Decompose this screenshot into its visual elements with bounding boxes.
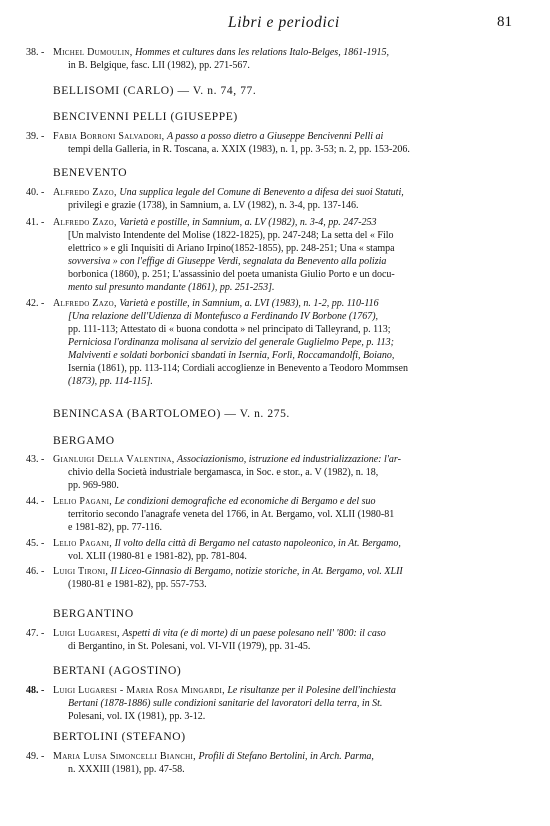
entry-author: Gianluigi Della Valentina,	[53, 454, 175, 465]
entry-line: borbonica (1860), p. 251; L'assassinio del poeta umanista Giulio Porto e un docu-	[68, 269, 395, 280]
entry-number: 45. -	[26, 538, 45, 549]
entry-line: A passo a posso dietro a Giuseppe Bencivenni Pelli ai	[166, 131, 384, 142]
entry-line: Le risultanze per il Polesine dell'inchiesta	[227, 685, 396, 696]
bibliography-entry	[0, 565, 550, 593]
bibliography-entry	[0, 453, 550, 495]
entry-line: Il Liceo-Ginnasio di Bergamo, notizie storiche, in At. Bergamo, vol. XLII	[110, 566, 403, 577]
entry-line: sovversiva » con l'effige di Giuseppe Verdi, segnalata da Benevento alla polizia	[68, 256, 387, 267]
entry-line: [Una relazione dell'Udienza di Montefusco a Ferdinando IV Borbone (1767),	[68, 311, 379, 322]
entry-line: Una supplica legale del Comune di Benevento a difesa dei suoi Statuti,	[119, 187, 404, 198]
entry-number: 44. -	[26, 496, 45, 507]
entry-line: [Un malvisto Intendente del Molise (1822-1825), pp. 247-248; La setta del « Filo	[68, 230, 394, 241]
entry-line: Aspetti di vita (e di morte) di un paese polesano nell' '800: il caso	[122, 628, 386, 639]
entry-author: Lelio Pagani,	[53, 496, 113, 507]
bibliography-entry	[0, 46, 550, 74]
subject-heading: BELLISOMI (CARLO) — V. n. 74, 77.	[53, 85, 257, 97]
subject-heading: BERTANI (AGOSTINO)	[53, 665, 182, 677]
entry-line: Polesani, vol. IX (1981), pp. 3-12.	[68, 711, 206, 722]
bibliography-entry	[0, 130, 550, 158]
subject-heading: BENEVENTO	[53, 167, 128, 179]
entry-author: Alfredo Zazo,	[53, 187, 117, 198]
bibliography-list	[0, 46, 550, 778]
entry-author: Alfredo Zazo,	[53, 217, 117, 228]
subject-heading: BERGANTINO	[53, 608, 134, 620]
entry-number: 43. -	[26, 454, 45, 465]
entry-line: Varietà e postille, in Samnium, a. LV (1982), n. 3-4, pp. 247-253	[119, 217, 377, 228]
entry-line: pp. 969-980.	[68, 480, 119, 491]
entry-number: 49. -	[26, 751, 45, 762]
entry-author: Luigi Lugaresi - Maria Rosa Mingardi,	[53, 685, 225, 696]
entry-line: Le condizioni demografiche ed economiche di Bergamo e del suo	[114, 496, 376, 507]
entry-line: Associazionismo, istruzione ed industrializzazione: l'ar-	[177, 454, 401, 465]
entry-author: Luigi Lugaresi,	[53, 628, 120, 639]
entry-number: 42. -	[26, 298, 45, 309]
entry-author: Luigi Tironi,	[53, 566, 109, 577]
entry-line: Perniciosa l'ordinanza molisana al servizio del generale Guglielmo Pepe, p. 113;	[68, 337, 394, 348]
entry-author: Fabia Borroni Salvadori,	[53, 131, 165, 142]
bibliography-entry	[0, 495, 550, 537]
running-title: Libri e periodici	[228, 14, 340, 31]
running-header	[0, 10, 550, 40]
entry-line: di Bergantino, in St. Polesani, vol. VI-VII (1979), pp. 31-45.	[68, 641, 311, 652]
entry-line: territorio secondo l'anagrafe veneta del 1766, in At. Bergamo, vol. XLII (1980-81	[68, 509, 395, 520]
entry-number: 46. -	[26, 566, 45, 577]
entry-line: e 1981-82), pp. 77-116.	[68, 522, 163, 533]
bibliography-entry	[0, 216, 550, 297]
entry-number: 38. -	[26, 47, 45, 58]
subject-heading: BERTOLINI (STEFANO)	[53, 731, 186, 743]
entry-line: mento sul presunto mandante (1861), pp. 251-253].	[68, 282, 275, 293]
entry-line: Il volto della città di Bergamo nel catasto napoleonico, in At. Bergamo,	[114, 538, 401, 549]
entry-line: Malviventi e soldati borbonici sbandati in Isernia, Forlì, Roccamandolfi, Boiano,	[68, 350, 395, 361]
bibliography-entry	[0, 684, 550, 726]
entry-number: 48. -	[26, 685, 45, 696]
entry-line: chivio della Società industriale bergamasca, in Soc. e stor., a. V (1982), n. 18,	[68, 467, 379, 478]
entry-author: Alfredo Zazo,	[53, 298, 117, 309]
entry-line: Varietà e postille, in Samnium, a. LVI (1983), n. 1-2, pp. 110-116	[119, 298, 379, 309]
bibliography-entry	[0, 537, 550, 565]
entry-number: 41. -	[26, 217, 45, 228]
bibliography-entry	[0, 186, 550, 216]
entry-line: vol. XLII (1980-81 e 1981-82), pp. 781-804.	[68, 551, 247, 562]
entry-line: Bertani (1878-1886) sulle condizioni sanitarie del lavoratori della terra, in St.	[68, 698, 383, 709]
entry-line: Profili di Stefano Bertolini, in Arch. Parma,	[198, 751, 374, 762]
bibliography-entry	[0, 297, 550, 399]
page-number: 81	[497, 14, 512, 30]
entry-line: tempi della Galleria, in R. Toscana, a. XXIX (1983), n. 1, pp. 3-53; n. 2, pp. 153-206.	[68, 144, 410, 155]
entry-line: pp. 111-113; Attestato di « buona condotta » nel principato di Talleyrand, p. 113;	[68, 324, 391, 335]
entry-line: privilegi e grazie (1738), in Samnium, a. LV (1982), n. 3-4, pp. 137-146.	[68, 200, 359, 211]
entry-number: 39. -	[26, 131, 45, 142]
entry-author: Lelio Pagani,	[53, 538, 113, 549]
entry-line: Hommes et cultures dans les relations Italo-Belges, 1861-1915,	[135, 47, 390, 58]
entry-line: (1980-81 e 1981-82), pp. 557-753.	[68, 579, 207, 590]
bibliography-entry	[0, 627, 550, 655]
subject-heading: BENCIVENNI PELLI (GIUSEPPE)	[53, 111, 238, 123]
entry-line: n. XXXIII (1981), pp. 47-58.	[68, 764, 185, 775]
subject-heading: BENINCASA (BARTOLOMEO) — V. n. 275.	[53, 408, 290, 420]
entry-number: 47. -	[26, 628, 45, 639]
entry-number: 40. -	[26, 187, 45, 198]
entry-line: elettrico » e gli Inquisiti di Ariano Irpino(1852-1855), pp. 248-251; Una « stampa	[68, 243, 395, 254]
entry-line: Isernia (1861), pp. 113-114; Cordiali accoglienze in Benevento a Teodoro Mommsen	[68, 363, 408, 374]
subject-heading: BERGAMO	[53, 435, 115, 447]
entry-author: Michel Dumoulin,	[53, 47, 133, 58]
entry-line: (1873), pp. 114-115].	[68, 376, 153, 387]
entry-line: in B. Belgique, fasc. LII (1982), pp. 271-567.	[68, 60, 250, 71]
bibliography-entry	[0, 750, 550, 778]
entry-author: Maria Luisa Simoncelli Bianchi,	[53, 751, 196, 762]
